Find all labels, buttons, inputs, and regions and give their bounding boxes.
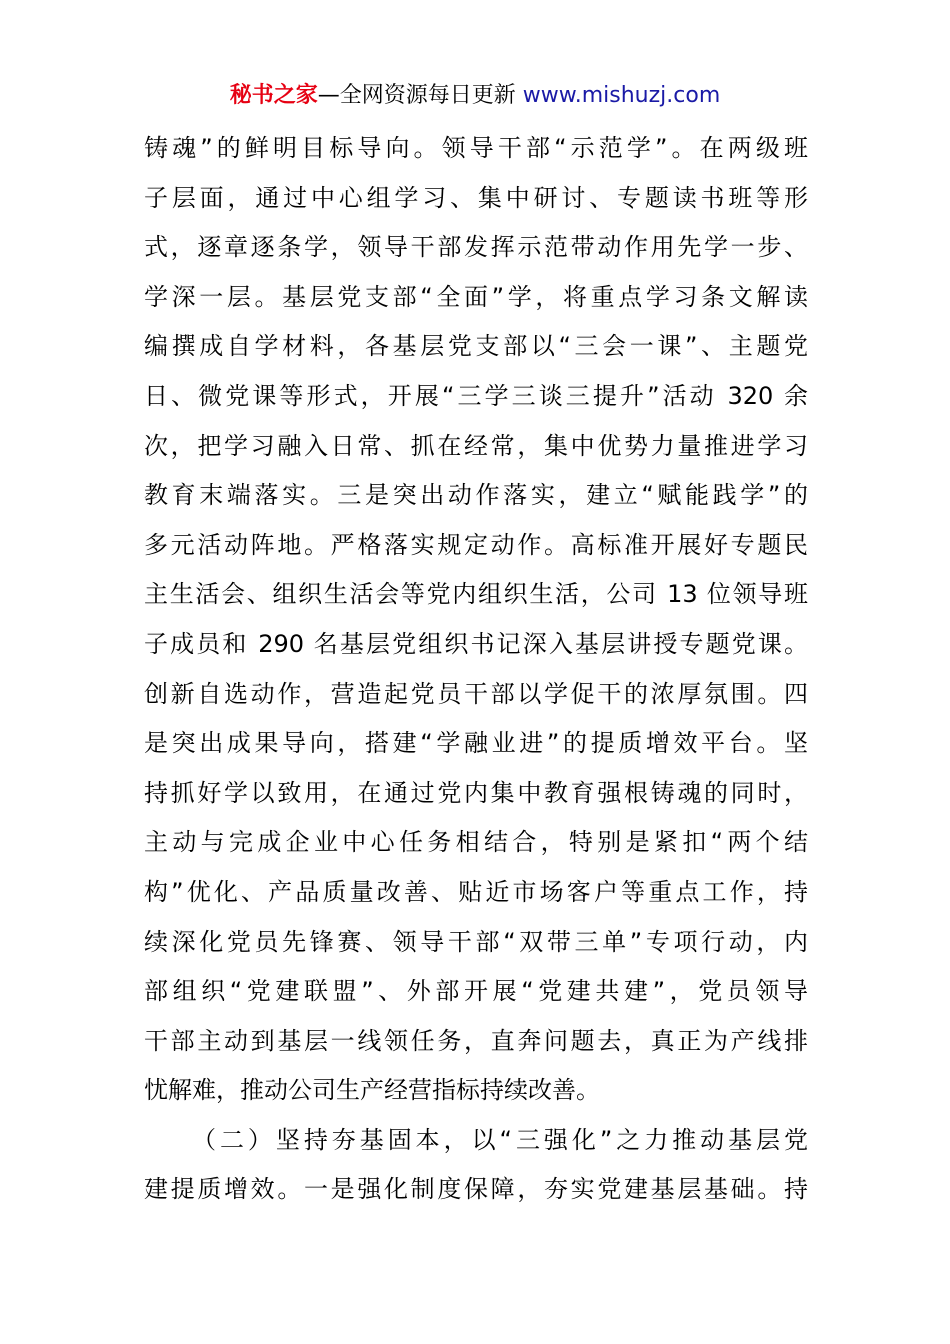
text-line: 忧解难，推动公司生产经营指标持续改善。: [144, 1076, 600, 1105]
text-line: 多元活动阵地。严格落实规定动作。高标准开展好专题民: [144, 530, 808, 559]
header-brand: 秘书之家: [229, 83, 318, 108]
paragraph: [144, 1116, 808, 1215]
text-line: 主动与完成企业中心任务相结合，特别是紧扣“两个结: [144, 828, 808, 857]
text-line: 式，逐章逐条学，领导干部发挥示范带动作用先学一步、: [144, 233, 808, 262]
text-line: 干部主动到基层一线领任务，直奔问题去，真正为产线排: [144, 1026, 808, 1055]
text-line: （二）坚持夯基固本，以“三强化”之力推动基层党: [192, 1125, 808, 1154]
text-line: 续深化党员先锋赛、领导干部“双带三单”专项行动，内: [144, 927, 808, 956]
text-line: 建提质增效。一是强化制度保障，夯实党建基层基础。持: [144, 1175, 808, 1204]
text-line: 子层面，通过中心组学习、集中研讨、专题读书班等形: [144, 183, 808, 212]
text-line: 铸魂”的鲜明目标导向。领导干部“示范学”。在两级班: [144, 134, 808, 162]
text-line: 是突出成果导向，搭建“学融业进”的提质增效平台。坚: [144, 729, 808, 758]
text-line: 主生活会、组织生活会等党内组织生活，公司 13 位领导班: [144, 580, 808, 609]
text-line: 持抓好学以致用，在通过党内集中教育强根铸魂的同时，: [144, 778, 808, 807]
text-line: 构”优化、产品质量改善、贴近市场客户等重点工作，持: [144, 877, 808, 906]
text-line: 日、微党课等形式，开展“三学三谈三提升”活动 320 余: [144, 381, 808, 410]
text-line: 创新自选动作，营造起党员干部以学促干的浓厚氛围。四: [144, 679, 808, 708]
text-line: 学深一层。基层党支部“全面”学，将重点学习条文解读: [144, 282, 808, 311]
text-line: 编撰成自学材料，各基层党支部以“三会一课”、主题党: [144, 332, 808, 361]
paragraph: [144, 124, 808, 1116]
text-line: 部组织“党建联盟”、外部开展“党建共建”，党员领导: [144, 977, 808, 1006]
page-header: [0, 80, 950, 112]
text-line: 教育末端落实。三是突出动作落实，建立“赋能践学”的: [144, 481, 808, 510]
document-body: [144, 124, 808, 1215]
header-tagline: —全网资源每日更新: [317, 83, 516, 108]
header-url-link[interactable]: www.mishuzj.com: [522, 83, 721, 108]
text-line: 次，把学习融入日常、抓在经常，集中优势力量推进学习: [144, 431, 808, 460]
text-line: 子成员和 290 名基层党组织书记深入基层讲授专题党课。: [144, 629, 808, 658]
